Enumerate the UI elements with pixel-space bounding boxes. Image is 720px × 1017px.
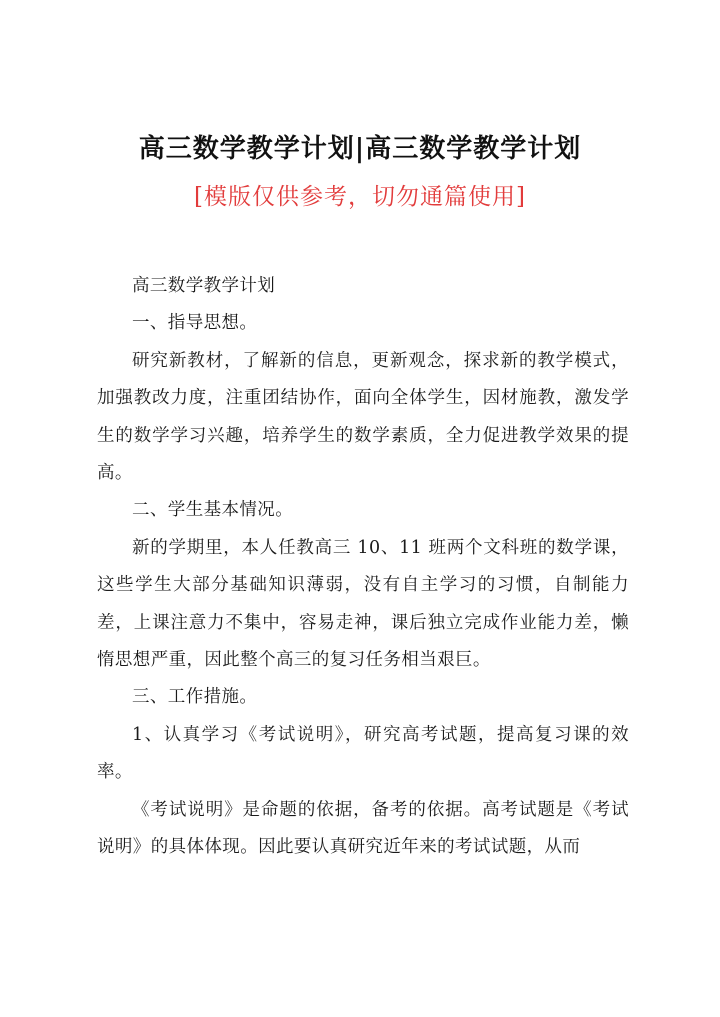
section-heading-plan: 高三数学教学计划 bbox=[132, 276, 276, 296]
section-heading-work-measures: 三、工作措施。 bbox=[132, 687, 258, 708]
paragraph-measure-1: 1、认真学习《考试说明》，研究高考试题，提高复习课的效率。 bbox=[97, 724, 629, 783]
section-heading-student-situation: 二、学生基本情况。 bbox=[132, 500, 294, 521]
document-body bbox=[97, 268, 629, 867]
paragraph-guiding-ideology: 研究新教材，了解新的信息，更新观念，探求新的教学模式，加强教改力度，注重团结协作，面向全体学生，因材施教，激发学生的数学学习兴趣，培养学生的数学素质，全力促进教学效果的提高。 bbox=[97, 350, 629, 484]
template-disclaimer: [模版仅供参考，切勿通篇使用] bbox=[194, 184, 526, 210]
paragraph-student-situation: 新的学期里，本人任教高三 10、11 班两个文科班的数学课，这些学生大部分基础知识薄弱，没有自主学习的习惯，自制能力差，上课注意力不集中，容易走神，课后独立完成作业能力差，懒惰思想严重，因此整个高三的复习任务相当艰巨。 bbox=[97, 537, 629, 671]
document-title: 高三数学教学计划|高三数学教学计划 bbox=[138, 134, 582, 164]
section-heading-guiding-ideology: 一、指导思想。 bbox=[132, 313, 258, 334]
paragraph-exam-guide: 《考试说明》是命题的依据，备考的依据。高考试题是《考试说明》的具体体现。因此要认真研究近年来的考试试题，从而 bbox=[97, 799, 629, 858]
